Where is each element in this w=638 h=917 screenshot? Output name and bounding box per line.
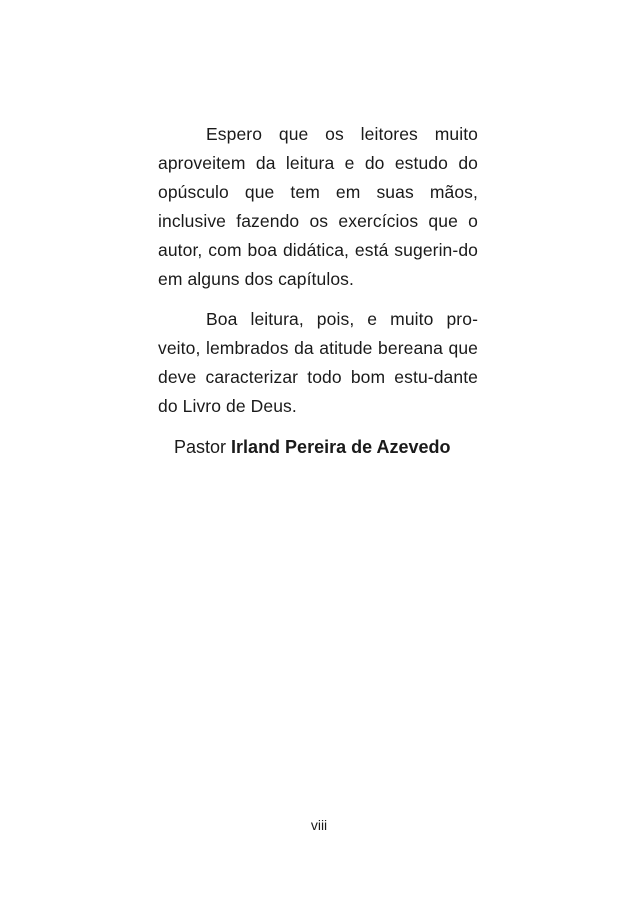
signature <box>158 432 478 462</box>
signature-name: Irland Pereira de Azevedo <box>231 437 451 457</box>
paragraph-farewell: Boa leitura, pois, e muito pro-veito, lembrados da atitude bereana que deve caracterizar todo bom estu-dante do Livro de Deus. <box>158 309 478 416</box>
paragraph-closing-wish: Espero que os leitores muito aproveitem da leitura e do estudo do opúsculo que tem em suas mãos, inclusive fazendo os exercícios que o autor, com boa didática, está sugerin-do em alguns dos capítulos. <box>158 124 478 289</box>
signature-title: Pastor <box>174 437 227 457</box>
page-number: viii <box>310 817 328 833</box>
page-body <box>158 120 478 462</box>
